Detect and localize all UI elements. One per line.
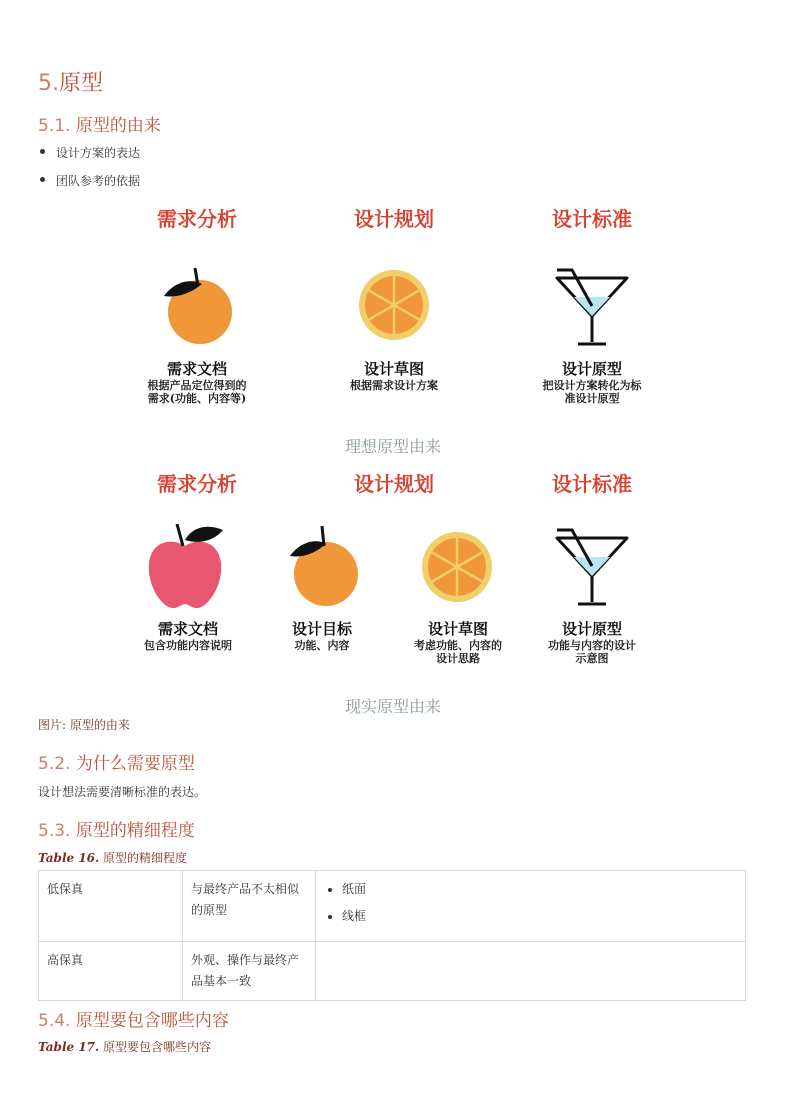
figure-item-label: 设计原型: [561, 620, 622, 638]
subsection-heading-5-1: [38, 111, 161, 136]
desc-line: 把设计方案转化为标: [542, 379, 642, 392]
subsection-heading-5-2: [38, 749, 195, 774]
table-label: Table 16.: [38, 851, 100, 865]
subsection-title: 原型的由来: [75, 116, 161, 136]
subsection-number: 5.2.: [38, 754, 71, 774]
fidelity-table: [38, 870, 746, 1001]
cocktail-icon: [552, 266, 632, 348]
apple-icon: [143, 520, 227, 612]
subsection-number: 5.1.: [38, 116, 71, 136]
table-label: Table 17.: [38, 1040, 100, 1054]
table-title: 原型的精细程度: [103, 851, 188, 865]
list-item: [40, 144, 140, 161]
table-caption: [38, 849, 187, 866]
figure-item-desc: [117, 379, 277, 405]
cocktail-icon: [552, 526, 632, 608]
table-cell: 外观、操作与最终产品基本一致: [183, 942, 316, 1001]
desc-line: 功能、内容: [294, 639, 350, 652]
subsection-number: 5.3.: [38, 821, 71, 841]
figure-item-desc: [314, 379, 474, 392]
bullet-icon: [40, 177, 45, 182]
subsection-number: 5.4.: [38, 1011, 71, 1031]
figure-subcaption: 理想原型由来: [344, 437, 441, 456]
desc-line: 功能与内容的设计: [548, 639, 636, 652]
orange-icon: [160, 264, 240, 344]
list-item-text: 设计方案的表达: [56, 146, 141, 160]
figure-caption: 图片: 原型的由来: [38, 718, 130, 732]
figure-item-label: 设计原型: [561, 360, 622, 378]
figure-item-label: 需求文档: [157, 620, 218, 638]
desc-line: 需求(功能、内容等): [147, 392, 247, 405]
table-row: [39, 942, 746, 1001]
figure-stage-title: 设计标准: [552, 472, 632, 496]
table-cell: 与最终产品不太相似的原型: [183, 871, 316, 942]
figure-item-label: 设计草图: [363, 360, 424, 378]
section-number: 5.: [38, 71, 59, 96]
table-cell: [316, 942, 746, 1001]
figure-item-desc: [512, 379, 672, 405]
table-cell: 高保真: [39, 942, 183, 1001]
table-row: [39, 871, 746, 942]
figure-stage-title: 设计标准: [552, 207, 632, 231]
desc-line: 根据产品定位得到的: [147, 379, 247, 392]
figure-stage-title: 设计规划: [354, 472, 434, 496]
figure-subcaption: 现实原型由来: [344, 697, 441, 716]
figure-stage-title: 需求分析: [157, 207, 237, 231]
list-item: • 线框: [342, 906, 737, 927]
subsection-heading-5-3: [38, 816, 195, 841]
desc-line: 根据需求设计方案: [350, 379, 438, 392]
orange-icon: [286, 522, 362, 608]
desc-line: 准设计原型: [564, 392, 620, 405]
desc-line: 考虑功能、内容的: [414, 639, 502, 652]
figure-item-desc: [512, 639, 672, 665]
figure-item-label: 设计目标: [291, 620, 352, 638]
figure-stage-title: 需求分析: [157, 472, 237, 496]
figure-item-label: 设计草图: [427, 620, 488, 638]
example-list: [324, 879, 737, 927]
section-heading: [38, 66, 103, 97]
list-item: [40, 172, 140, 189]
section-title: 原型: [59, 71, 104, 96]
subsection-title: 原型的精细程度: [75, 821, 195, 841]
list-item-text: 团队参考的依据: [56, 174, 141, 188]
table-cell: 低保真: [39, 871, 183, 942]
desc-line: 示意图: [575, 652, 609, 665]
desc-line: 设计思路: [436, 652, 480, 665]
list-item: • 纸面: [342, 879, 737, 900]
bullet-icon: [40, 149, 45, 154]
table-title: 原型要包含哪些内容: [103, 1040, 212, 1054]
subsection-heading-5-4: [38, 1006, 229, 1031]
subsection-title: 原型要包含哪些内容: [75, 1011, 229, 1031]
figure-stage-title: 设计规划: [354, 207, 434, 231]
table-caption: [38, 1038, 211, 1055]
desc-line: 包含功能内容说明: [144, 639, 232, 652]
paragraph: 设计想法需要清晰标准的表达。: [38, 785, 207, 799]
orange-slice-icon: [420, 530, 494, 604]
table-cell: [316, 871, 746, 942]
orange-slice-icon: [357, 268, 431, 342]
subsection-title: 为什么需要原型: [75, 754, 195, 774]
figure-item-label: 需求文档: [166, 360, 227, 378]
